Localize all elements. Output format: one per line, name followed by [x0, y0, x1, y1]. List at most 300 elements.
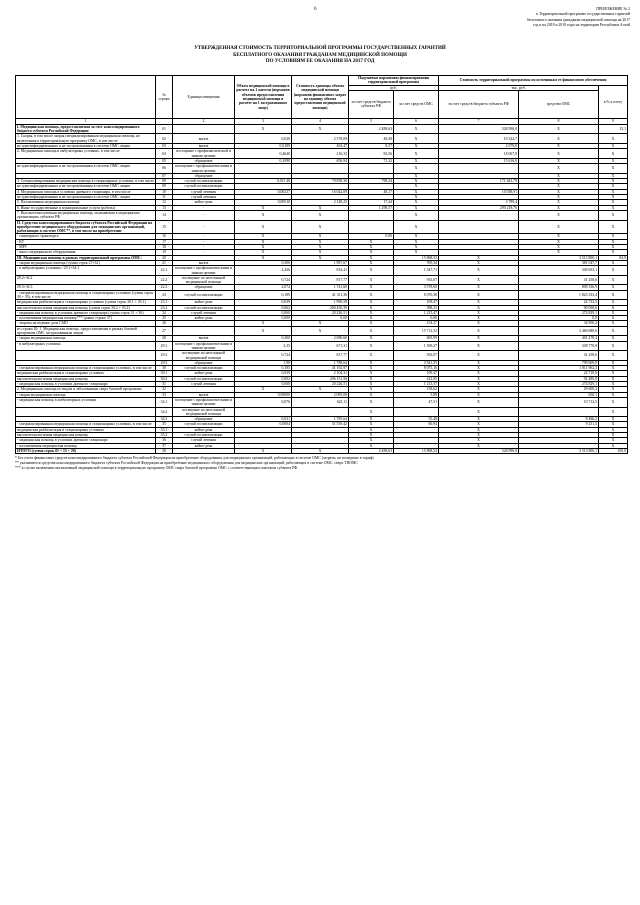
table-cell: 3 460 680,6 — [519, 326, 599, 336]
row-number: 22.3 — [156, 285, 173, 290]
table-cell: 0,00237 — [235, 189, 292, 194]
table-cell: 0,0 — [519, 316, 599, 321]
table-cell: X — [292, 387, 349, 392]
table-cell: 47,51 — [394, 397, 439, 407]
row-name: - медицинская помощь в условиях дневного стационара — [16, 438, 156, 443]
table-cell: X — [439, 305, 519, 310]
table-cell: X — [599, 387, 628, 392]
table-cell: 349 653,1 — [519, 266, 599, 276]
table-cell: X — [599, 239, 628, 244]
table-cell: - — [173, 205, 235, 210]
table-cell: 0,0189 — [235, 144, 292, 149]
table-cell: 3 513 800,1 — [519, 448, 599, 453]
table-cell: X — [394, 184, 439, 189]
col-num: 7 — [439, 118, 519, 124]
row-number: 34.3 — [156, 417, 173, 422]
table-cell: 1 741,60 — [292, 285, 349, 290]
table-cell: 1 213,57 — [394, 382, 439, 387]
table-cell: X — [235, 326, 292, 336]
row-number: 22.1 — [156, 266, 173, 276]
table-cell: X — [599, 275, 628, 285]
table-cell: 0,060 — [235, 382, 292, 387]
footnote: ** указываются средства консолидированного бюджета субъекта Российской Федерации на приобретение медицинского оборудования для медицинских организаций, работающих в системе ОМС, сверх ТПОМС — [15, 461, 358, 465]
header-cost: Стоимость единицы объема медицинской помощи (норматив финансовых затрат на единицу объема предоставления медицинской помощи) — [292, 76, 349, 119]
header-rub: руб. — [349, 85, 439, 90]
row-name: 29.3+34.3 — [16, 285, 156, 290]
table-cell: X — [439, 326, 519, 336]
table-cell: X — [394, 250, 439, 255]
table-cell — [292, 164, 349, 174]
table-cell: X — [439, 321, 519, 326]
table-cell: X — [519, 124, 599, 134]
table-cell: X — [235, 255, 292, 260]
table-row — [16, 220, 628, 234]
col-num: 4 — [292, 118, 349, 124]
row-number: 05 — [156, 158, 173, 163]
table-cell: 398,31 — [394, 305, 439, 310]
row-name: - медицинская помощь в амбулаторных условиях — [16, 397, 156, 407]
header-per-capita: Подушевые нормативы финансирования территориальной программы — [349, 76, 439, 86]
row-number: 21 — [156, 260, 173, 265]
table-cell: X — [235, 205, 292, 210]
row-number: 24 — [156, 310, 173, 315]
table-cell: 0,00000 — [235, 392, 292, 397]
table-cell: 79 858,30 — [292, 179, 349, 184]
table-cell: X — [349, 266, 394, 276]
table-cell: X — [599, 382, 628, 387]
table-cell: X — [599, 321, 628, 326]
row-number: 34.2 — [156, 407, 173, 417]
row-name: из строки 20: 1. Медицинская помощь, предоставляемая в рамках базовой программы ОМС застрахованным лицам — [16, 326, 156, 336]
table-cell: X — [519, 184, 599, 189]
row-name: 2. Медицинская помощь в амбулаторных условиях, в том числе — [16, 149, 156, 159]
table-cell: X — [519, 173, 599, 178]
row-number: 03 — [156, 144, 173, 149]
row-number: 35.2 — [156, 433, 173, 438]
appendix-note — [354, 7, 630, 29]
row-name: медицинская реабилитация в стационарных условиях — [16, 371, 156, 376]
table-row — [16, 164, 628, 174]
row-number: 11 — [156, 195, 173, 200]
table-cell: 0,000 — [235, 316, 292, 321]
table-cell: случай лечения — [173, 310, 235, 315]
table-cell: 109,47 — [394, 300, 439, 305]
table-cell: вызов — [173, 134, 235, 144]
table-cell: X — [439, 285, 519, 290]
table-cell: случай лечения — [173, 189, 235, 194]
table-cell: X — [599, 371, 628, 376]
table-cell: обращение — [173, 417, 235, 422]
table-row — [16, 149, 628, 159]
table-cell: 90 058,6 — [519, 305, 599, 310]
row-number: 32 — [156, 387, 173, 392]
table-cell: X — [349, 427, 394, 432]
table-cell — [439, 220, 519, 234]
table-cell: X — [349, 397, 394, 407]
table-cell: X — [439, 351, 519, 361]
table-cell: 0,189 — [235, 290, 292, 300]
table-cell: X — [599, 300, 628, 305]
table-cell: X — [235, 210, 292, 220]
row-name: - медицинская помощь в условиях дневного стационара (сумма строк 31 + 36) — [16, 310, 156, 315]
table-cell: вызов — [173, 336, 235, 341]
table-cell: X — [599, 164, 628, 174]
row-number: 09 — [156, 184, 173, 189]
table-cell: X — [439, 360, 519, 365]
table-cell: X — [349, 422, 394, 427]
row-number: 33 — [156, 392, 173, 397]
table-cell: X — [394, 164, 439, 174]
table-cell: 216,33 — [292, 149, 349, 159]
row-name — [16, 407, 156, 417]
table-cell: посещение с профилактическими и иными целями — [173, 397, 235, 407]
table-cell: 200 450,39 — [292, 305, 349, 310]
table-cell: посещение с профилактической и иными целями — [173, 149, 235, 159]
row-name: не идентифицированным и не застрахованным в системе ОМС лицам — [16, 164, 156, 174]
table-cell: X — [599, 438, 628, 443]
table-cell: обращение — [173, 285, 235, 290]
table-cell: X — [519, 195, 599, 200]
table-cell: 1 788,64 — [292, 360, 349, 365]
row-number: 22.2 — [156, 275, 173, 285]
table-cell: 0,020 — [235, 134, 292, 144]
table-cell: 412,85 — [394, 376, 439, 381]
table-cell: 2,426 — [235, 266, 292, 276]
header-percent: в % к итогу — [599, 85, 628, 118]
table-cell — [439, 210, 519, 220]
table-row — [16, 266, 628, 276]
table-cell: X — [349, 250, 394, 255]
table-cell: X — [599, 260, 628, 265]
table-cell: X — [599, 134, 628, 144]
row-number: 36 — [156, 438, 173, 443]
table-cell: 1 547,71 — [394, 266, 439, 276]
table-cell: X — [394, 189, 439, 194]
table-cell: X — [439, 290, 519, 300]
table-cell: 274 829,1 — [519, 310, 599, 315]
table-cell: X — [394, 200, 439, 205]
table-cell: X — [235, 448, 292, 453]
table-cell: X — [599, 210, 628, 220]
row-number: 37 — [156, 443, 173, 448]
row-number: 23.2 — [156, 305, 173, 310]
table-cell: X — [599, 305, 628, 310]
table-cell: 381 047,7 — [519, 260, 599, 265]
table-cell: X — [292, 205, 349, 210]
table-cell: X — [394, 195, 439, 200]
table-cell: посещение с профилактическими и иными целями — [173, 164, 235, 174]
table-cell: X — [439, 427, 519, 432]
table-cell: X — [235, 250, 292, 255]
table-cell: койко-день — [173, 300, 235, 305]
table-cell: X — [599, 285, 628, 290]
row-name: 6. Иные государственные и муниципальные услуги (работы) — [16, 205, 156, 210]
row-number: 20 — [156, 255, 173, 260]
col-num: 8 — [519, 118, 599, 124]
table-cell: X — [394, 173, 439, 178]
header-cost-program: Стоимость территориальной программы по источникам ее финансового обеспечения — [439, 76, 628, 86]
table-cell: X — [349, 316, 394, 321]
table-cell: - — [173, 321, 235, 326]
row-number: 28 — [156, 336, 173, 341]
table-cell: X — [349, 239, 394, 244]
col-num: 6 — [394, 118, 439, 124]
table-cell: 0,00 — [394, 316, 439, 321]
table-cell: 290 218,76 — [439, 205, 519, 210]
table-cell: X — [439, 397, 519, 407]
table-cell: X — [519, 234, 599, 239]
row-number: 18 — [156, 245, 173, 250]
row-name: - скорая медицинская помощь (сумма строк 27+32) — [16, 260, 156, 265]
table-cell: X — [349, 443, 394, 448]
row-name: - скорая медицинская помощь — [16, 392, 156, 397]
table-cell: X — [519, 179, 599, 184]
row-number: 29.1 — [156, 341, 173, 351]
table-cell: 8,57 — [349, 144, 394, 149]
table-cell: 24 718,0 — [519, 371, 599, 376]
table-cell: 401 478,4 — [519, 336, 599, 341]
row-number: 15 — [156, 220, 173, 234]
row-number: 38 — [156, 448, 173, 453]
table-cell: X — [599, 336, 628, 341]
table-cell: X — [394, 124, 439, 134]
table-cell: X — [235, 387, 292, 392]
table-cell: обращение — [173, 360, 235, 365]
row-number: 07 — [156, 173, 173, 178]
table-cell: X — [349, 290, 394, 300]
table-cell: 605,99 — [394, 336, 439, 341]
title-line: УТВЕРЖДЕННАЯ СТОИМОСТЬ ТЕРРИТОРИАЛЬНОЙ ПРОГРАММЫ ГОСУДАРСТВЕННЫХ ГАРАНТИЙ — [194, 46, 446, 51]
table-cell: X — [599, 422, 628, 427]
table-row — [16, 326, 628, 336]
row-number: 29.2 — [156, 351, 173, 361]
row-name: 7. Высокотехнологичная медицинская помощь, оказываемая в медицинских организациях субъекта РФ — [16, 210, 156, 220]
table-cell: X — [599, 427, 628, 432]
table-cell: X — [349, 371, 394, 376]
table-cell: X — [292, 210, 349, 220]
table-cell: X — [599, 266, 628, 276]
table-cell — [519, 407, 599, 417]
header-budget-2: за счет средств бюджета субъекта РФ — [439, 90, 519, 118]
table-cell: X — [599, 179, 628, 184]
table-cell: 20 226,51 — [292, 382, 349, 387]
row-name: - паллиативная медицинская помощь — [16, 443, 156, 448]
table-cell: X — [292, 326, 349, 336]
table-cell: X — [439, 387, 519, 392]
table-cell: посещение с профилактическими и иными целями — [173, 341, 235, 351]
row-number: 14 — [156, 210, 173, 220]
table-cell: 2 148,25 — [292, 200, 349, 205]
table-cell — [173, 124, 235, 134]
table-cell: 0,062 — [235, 305, 292, 310]
table-cell: 0,039 — [235, 300, 292, 305]
row-name: - медицинская помощь в условиях дневного стационара — [16, 382, 156, 387]
table-cell: 0,4640 — [235, 149, 292, 159]
table-cell: X — [349, 417, 394, 422]
row-number: 12 — [156, 200, 173, 205]
table-cell: X — [349, 305, 394, 310]
table-cell: X — [599, 443, 628, 448]
table-cell: X — [235, 124, 292, 134]
table-row — [16, 134, 628, 144]
table-cell: 15 868,52 — [394, 448, 439, 453]
table-cell: X — [394, 134, 439, 144]
title-line: БЕСПЛАТНОГО ОКАЗАНИЯ ГРАЖДАНАМ МЕДИЦИНСКОЙ ПОМОЩИ — [233, 52, 407, 58]
table-cell: 0,002 — [235, 376, 292, 381]
table-cell: 10 322,7 — [439, 134, 519, 144]
row-number: 23.1 — [156, 300, 173, 305]
table-cell: X — [394, 210, 439, 220]
table-cell: случай госпитализации — [173, 366, 235, 371]
table-cell: 338 770,9 — [519, 341, 599, 351]
row-number: 30 — [156, 366, 173, 371]
table-cell: 1 298,57 — [349, 205, 394, 210]
table-cell: 15 712,52 — [394, 326, 439, 336]
table-cell: 933,07 — [394, 351, 439, 361]
table-cell: X — [394, 234, 439, 239]
table-cell: посещение с профилактическими и иными целями — [173, 266, 235, 276]
table-cell: X — [292, 239, 349, 244]
table-cell: 29 600,3 — [519, 387, 599, 392]
row-name: - КТ — [16, 239, 156, 244]
table-cell: X — [349, 387, 394, 392]
table-cell: обращение — [173, 173, 235, 178]
table-cell: X — [439, 310, 519, 315]
table-cell: койко-день — [173, 371, 235, 376]
table-cell: 1 990,58 — [292, 300, 349, 305]
table-row — [16, 351, 628, 361]
table-cell: случай лечения — [173, 382, 235, 387]
table-cell: 0,724 — [235, 275, 292, 285]
page-number: 6 — [314, 7, 317, 12]
table-cell: 51 539,42 — [292, 422, 349, 427]
table-row — [16, 124, 628, 134]
table-cell: X — [519, 149, 599, 159]
row-name: - санитарного транспорта — [16, 234, 156, 239]
table-cell: 3 789,4 — [439, 200, 519, 205]
table-cell — [235, 164, 292, 174]
table-cell: X — [292, 220, 349, 234]
table-cell: 0,011 40 — [235, 179, 292, 184]
table-cell: 528 990,0 — [439, 124, 519, 134]
table-cell: случай госпитализации — [173, 184, 235, 189]
table-row — [16, 407, 628, 417]
table-cell: X — [349, 255, 394, 260]
table-cell: X — [349, 260, 394, 265]
table-cell: X — [292, 255, 349, 260]
table-cell: X — [439, 300, 519, 305]
table-cell: 1 509,27 — [394, 341, 439, 351]
table-cell: 41 258,6 — [519, 351, 599, 361]
table-cell: посещение по неотложной медицинской помощи — [173, 275, 235, 285]
table-cell: 16 042,09 — [292, 189, 349, 194]
row-number: 23 — [156, 290, 173, 300]
table-cell: X — [235, 234, 292, 239]
table-cell: 0,00 — [349, 234, 394, 239]
row-number: 17 — [156, 239, 173, 244]
header-oms: за счет средств ОМС — [394, 90, 439, 118]
table-cell — [173, 448, 235, 453]
table-cell: 0,076 — [235, 397, 292, 407]
table-cell: 158,62 — [394, 387, 439, 392]
table-cell: X — [519, 245, 599, 250]
row-number: 13 — [156, 205, 173, 210]
table-cell: X — [599, 184, 628, 189]
table-cell: 1 811 962,3 — [519, 366, 599, 371]
table-cell: 48,49 — [349, 134, 394, 144]
table-cell: 171 643,79 — [439, 179, 519, 184]
row-number: 35 — [156, 422, 173, 427]
table-cell: X — [349, 351, 394, 361]
table-cell: X — [394, 239, 439, 244]
table-cell: 10 712,5 — [519, 397, 599, 407]
table-cell: X — [349, 245, 394, 250]
table-row — [16, 275, 628, 285]
table-cell: X — [439, 255, 519, 260]
table-cell: X — [599, 220, 628, 234]
table-cell: X — [599, 392, 628, 397]
table-cell: X — [349, 392, 394, 397]
col-num: 9 — [599, 118, 628, 124]
table-cell: X — [394, 158, 439, 163]
table-cell: 808 336,9 — [519, 285, 599, 290]
table-cell: X — [439, 266, 519, 276]
table-cell: 933,07 — [394, 275, 439, 285]
table-cell: 0,1090 — [235, 158, 292, 163]
table-cell: 24 733,3 — [519, 300, 599, 305]
table-cell: X — [439, 341, 519, 351]
table-cell: X — [599, 407, 628, 417]
header-name-cell — [16, 76, 156, 119]
table-cell — [349, 210, 394, 220]
table-cell: 2 578,09 — [292, 134, 349, 144]
footnotes — [15, 456, 627, 471]
table-cell: 0,0004 — [235, 422, 292, 427]
table-cell: 1,98 — [235, 360, 292, 365]
table-cell: 2,074 — [235, 285, 292, 290]
table-cell: X — [599, 316, 628, 321]
table-cell: - — [173, 234, 235, 239]
table-cell: X — [439, 275, 519, 285]
row-number: 16 — [156, 234, 173, 239]
table-cell: X — [349, 341, 394, 351]
table-row — [16, 210, 628, 220]
table-cell: обращение — [173, 158, 235, 163]
table-cell: 625,11 — [292, 397, 349, 407]
table-cell: X — [599, 173, 628, 178]
table-cell: вызов — [173, 392, 235, 397]
table-cell: X — [439, 438, 519, 443]
table-cell: 100,0 — [599, 448, 628, 453]
table-cell: X — [519, 200, 599, 205]
footnote: *** в случае включения паллиативной медицинской помощи в территориальную программу ОМС сверх базовой программы ОМС с соответствующим платежом субъекта РФ. — [15, 466, 299, 470]
table-cell: X — [599, 366, 628, 371]
table-cell: X — [439, 336, 519, 341]
table-cell: - — [173, 220, 235, 234]
appendix-line: к Территориальной программе государственных гарантий — [536, 12, 630, 17]
table-cell: X — [349, 382, 394, 387]
table-cell: 633,41 — [292, 266, 349, 276]
table-cell: X — [292, 234, 349, 239]
header-unit: Единица измерения — [173, 76, 235, 119]
table-cell: 2 080,60 — [292, 336, 349, 341]
table-cell: X — [519, 144, 599, 149]
table-cell: X — [439, 382, 519, 387]
row-name: высокотехнологичная медицинская помощь — [16, 376, 156, 381]
table-cell: 60,94 — [394, 422, 439, 427]
row-name: II. Средства консолидированного бюджета субъекта Российской Федерации на приобретение медицинского оборудования для медицинских организаций, работающих в системе ОМС**, в том числе на приобретение — [16, 220, 156, 234]
table-cell — [235, 407, 292, 417]
